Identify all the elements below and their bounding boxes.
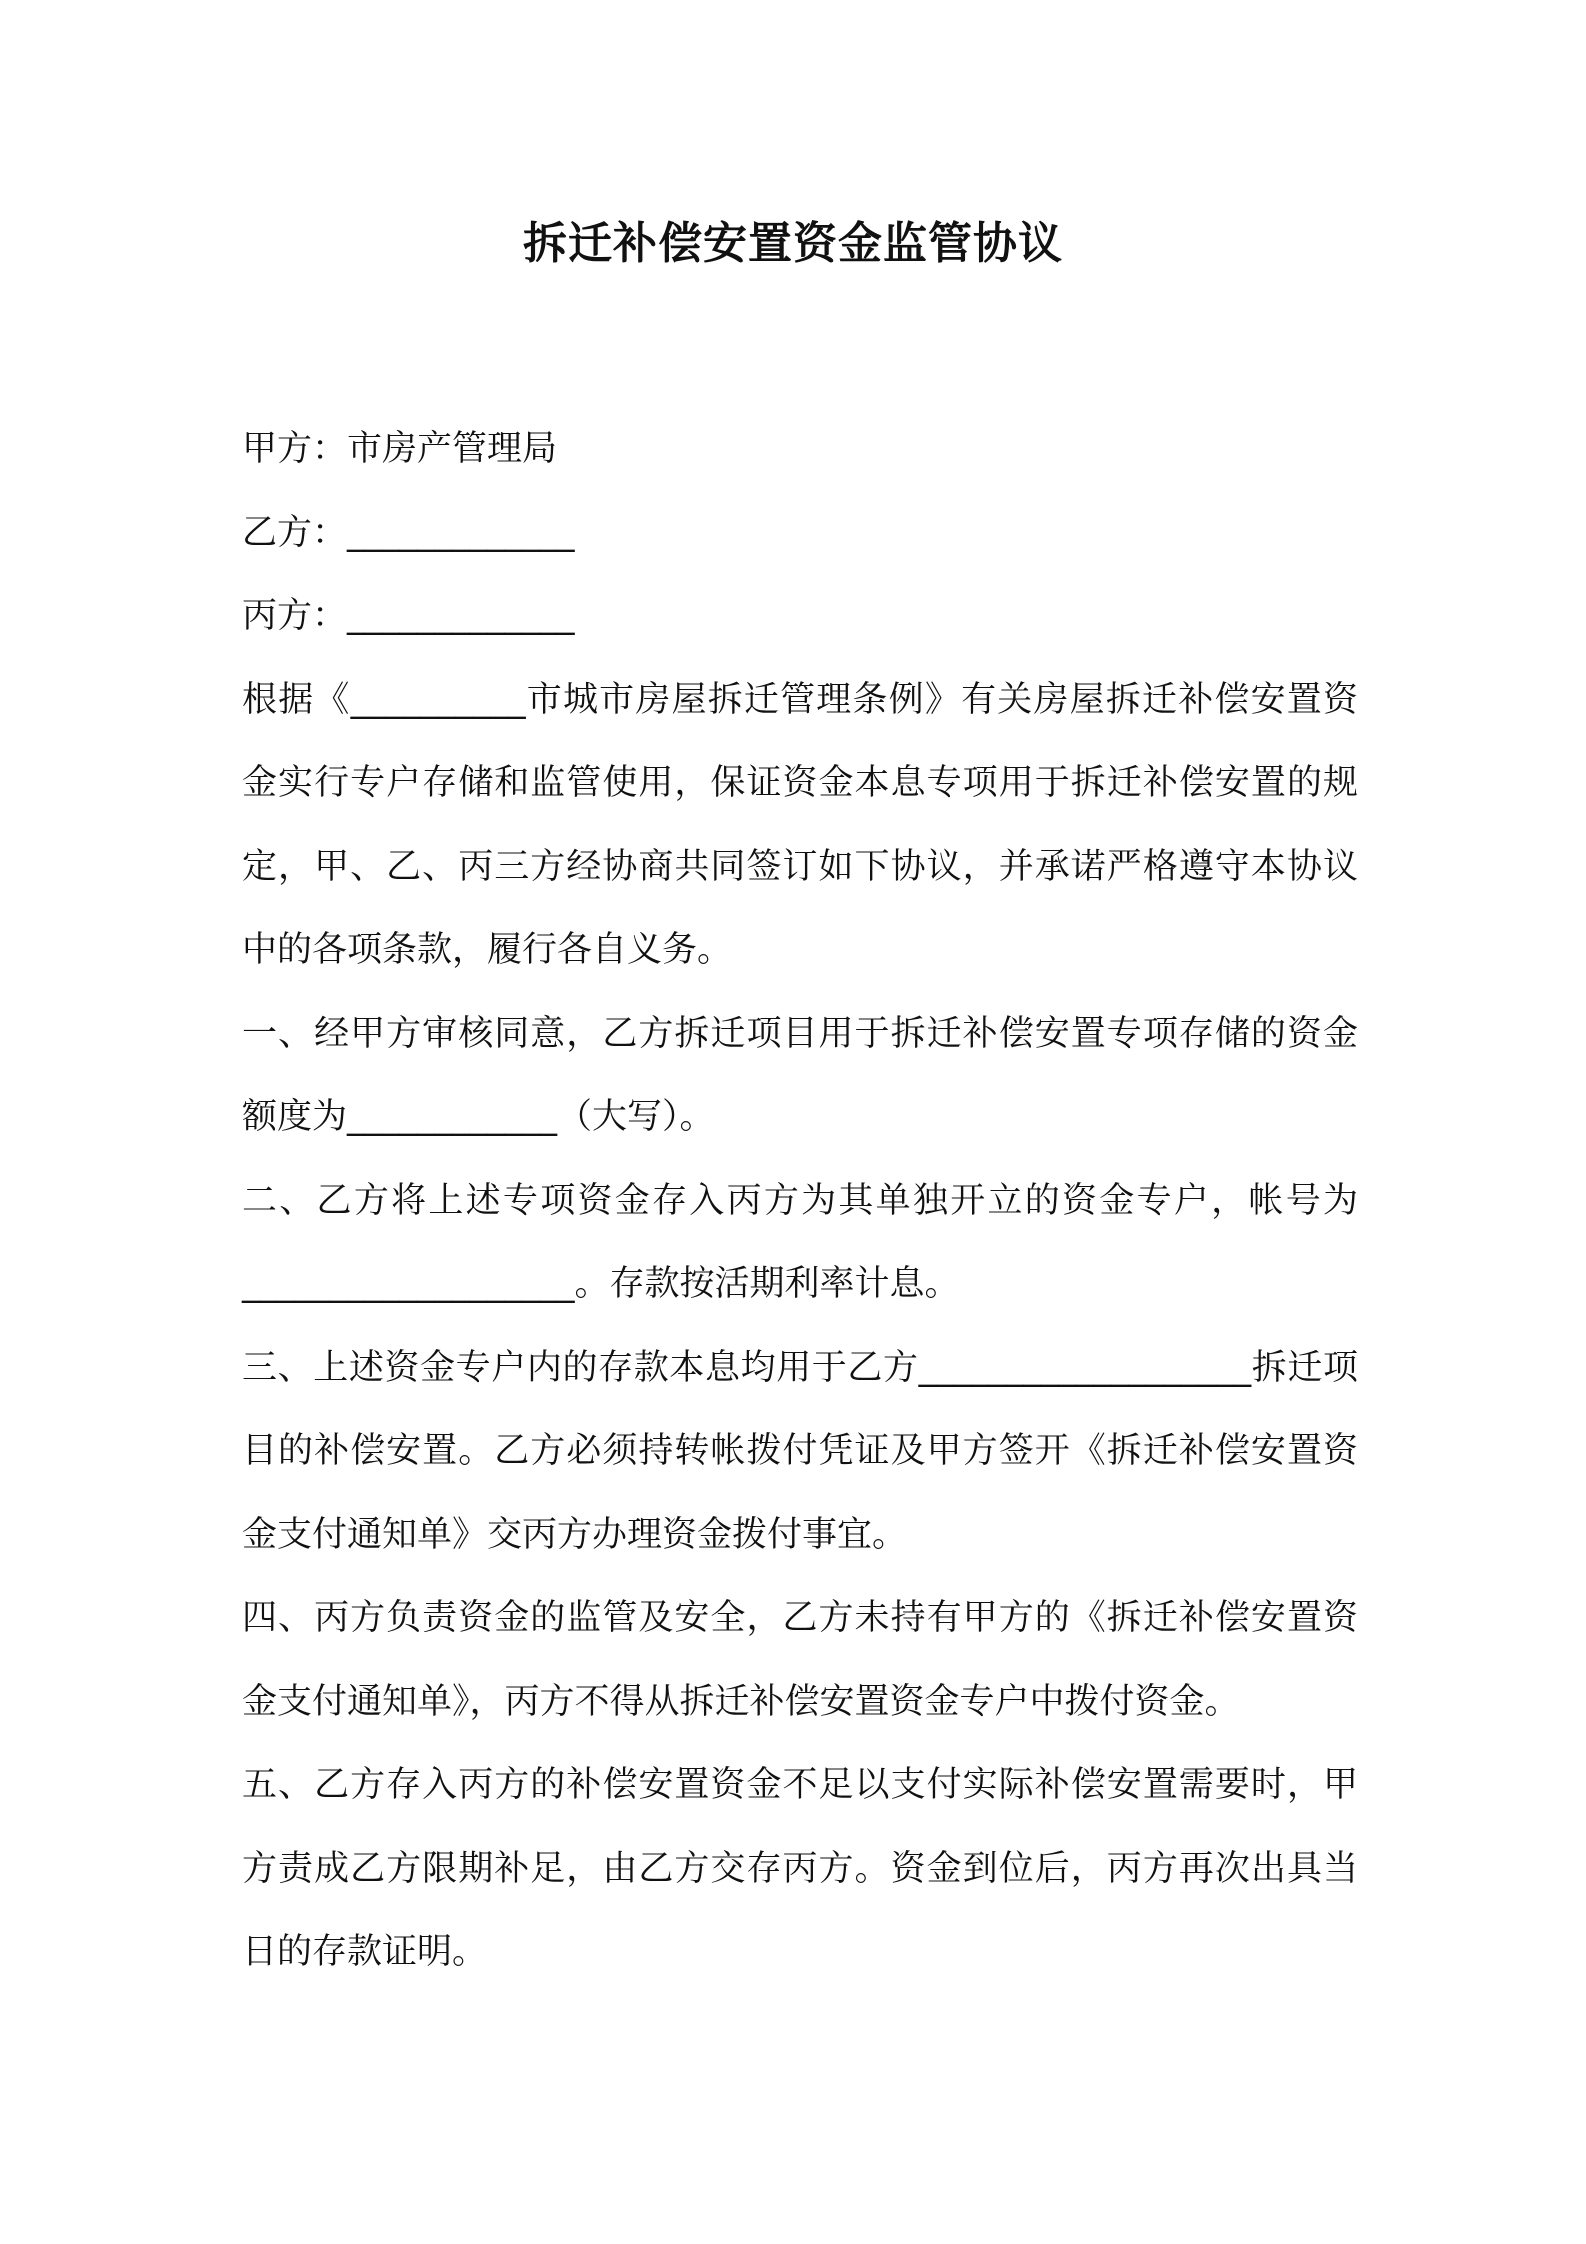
preamble-paragraph: 根据《__________市城市房屋拆迁管理条例》有关房屋拆迁补偿安置资金实行专户存储和监管使用，保证资金本息专项用于拆迁补偿安置的规定，甲、乙、丙三方经协商共同签订如下协议，并承诺严格遵守本协议中的各项条款，履行各自义务。	[242, 679, 1358, 970]
party-b-line: 乙方：_____________	[242, 512, 575, 553]
clause-2: 二、乙方将上述专项资金存入丙方为其单独开立的资金专户，帐号为___________________。存款按活期利率计息。	[242, 1180, 1358, 1304]
document-body	[242, 408, 1358, 1995]
party-c-line: 丙方：_____________	[242, 596, 575, 636]
clause-1: 一、经甲方审核同意，乙方拆迁项目用于拆迁补偿安置专项存储的资金额度为____________（大写）。	[242, 1013, 1358, 1137]
clause-5: 五、乙方存入丙方的补偿安置资金不足以支付实际补偿安置需要时，甲方责成乙方限期补足，由乙方交存丙方。资金到位后，丙方再次出具当日的存款证明。	[242, 1765, 1358, 1972]
clause-3: 三、上述资金专户内的存款本息均用于乙方___________________拆迁项目的补偿安置。乙方必须持转帐拨付凭证及甲方签开《拆迁补偿安置资金支付通知单》交丙方办理资金拨付事宜。	[242, 1347, 1358, 1555]
party-a-line: 甲方：市房产管理局	[242, 429, 558, 469]
clause-4: 四、丙方负责资金的监管及安全，乙方未持有甲方的《拆迁补偿安置资金支付通知单》，丙方不得从拆迁补偿安置资金专户中拨付资金。	[242, 1598, 1358, 1722]
document-title: 拆迁补偿安置资金监管协议	[523, 218, 1063, 269]
